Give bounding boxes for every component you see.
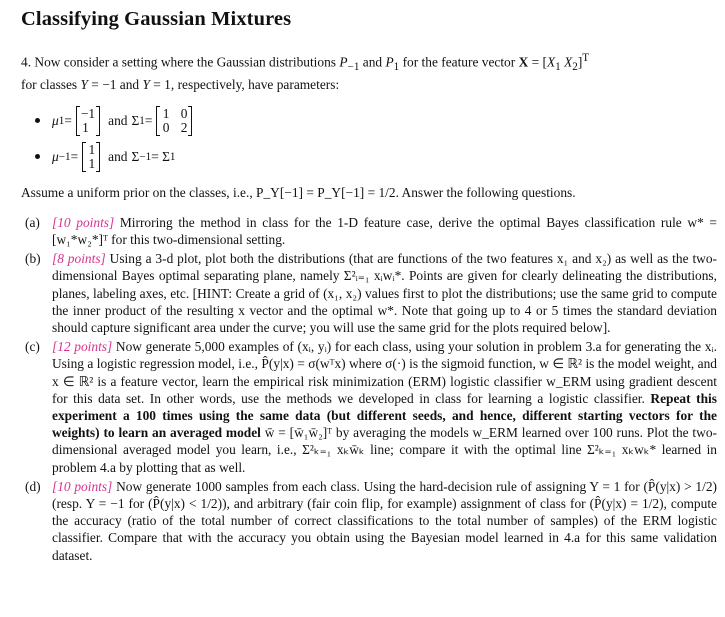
points-badge: [12 points] — [52, 339, 113, 355]
intro-text-c: for classes — [21, 77, 81, 93]
intro-eq: = [ — [528, 54, 547, 70]
bullet-icon — [35, 118, 40, 123]
sigma1-sub: 1 — [139, 114, 145, 127]
sigma1-m10: 0 — [162, 119, 170, 135]
question-text-bold: Repeat this experiment a 100 times using the same data (but different seeds, and hence, different starting vectors for the weights) to learn an averaged model — [52, 390, 717, 441]
problem-number: 4. — [21, 54, 32, 70]
param-class-pos — [35, 106, 717, 136]
mu1-eq: = — [64, 112, 72, 128]
sigma-neg-rhs-sub: 1 — [169, 150, 176, 163]
mu-neg-v1: 1 — [88, 155, 96, 171]
question-label: (b) — [25, 251, 41, 267]
sigma1-m00: 1 — [162, 105, 170, 121]
intro-eq-neg: = −1 and — [87, 77, 143, 93]
sigma-neg-label: Σ — [131, 148, 140, 164]
question-body — [52, 478, 717, 564]
sigma1-label: Σ — [131, 112, 140, 128]
p-pos: P — [385, 54, 394, 70]
transpose-T: T — [582, 52, 590, 64]
problem-intro — [21, 50, 717, 94]
mu-neg-vector — [82, 142, 100, 172]
mu-neg-label: μ — [52, 148, 59, 164]
sigma-neg-sub: −1 — [139, 150, 152, 163]
sigma1-m11: 2 — [180, 119, 188, 135]
mu-neg-eq: = — [70, 148, 79, 164]
question-text: Now generate 1000 samples from each class. Using the hard-decision rule of assigning Y = 1 for (P̂(y|x) > 1/2) (resp. Y = −1 for (P̂(y|x) < 1/2)), and arbitrary (fair coin flip, for example) assignment of class for (P̂(y|x) = 1/2), compute the accuracy (ratio of the total number of correct classifications to the total number of samples) of the ERM logistic classifier. Compare that with the accuracy you obtain using the Bayesian model learned in 4.a for this same validation dataset. — [52, 478, 717, 563]
points-badge: [10 points] — [52, 214, 115, 230]
sigma1-eq: = — [144, 112, 153, 128]
uniform-prior-statement: Assume a uniform prior on the classes, i.e., P_Y[−1] = P_Y[−1] = 1/2. Answer the following questions. — [21, 184, 576, 200]
mu1-sub: 1 — [58, 114, 65, 127]
sigma-neg-eq: = Σ — [151, 148, 170, 164]
question-text: Using a 3-d plot, plot both the distributions (that are functions of the two features x₁ and x₂) as well as the two-dimensional Bayes optimal separating plane, namely Σ²ᵢ₌₁ xᵢwᵢ*. Points are given for clearly delineating the distributions, planes, labeling axes, etc. [HINT: Create a grid of (x₁, x₂) values first to plot the distributions; use the same grid to compute the inner product of the resulting x vector and the optimal w*. Note that going up to 4 or 5 times the standard deviation should capture significant area under the curve; you will use the same grid for the plots required below]. — [52, 251, 717, 335]
question-a — [25, 214, 717, 248]
x1-sub: 1 — [555, 61, 561, 74]
question-body — [52, 214, 717, 248]
sigma1-matrix — [156, 106, 192, 136]
y2: Y — [142, 77, 150, 93]
intro-eq-pos: = 1, respectively, have parameters: — [149, 77, 340, 93]
mu1-label: μ — [52, 112, 59, 128]
mu-neg-sub: −1 — [58, 150, 71, 163]
points-badge: [8 points] — [52, 251, 106, 267]
x1: X — [546, 54, 556, 70]
x2: X — [560, 54, 573, 70]
bullet-icon — [35, 154, 40, 159]
question-body — [52, 250, 717, 336]
question-label: (c) — [25, 339, 40, 355]
and-text-2: and — [108, 148, 128, 164]
question-text: Now generate 5,000 examples of (xᵢ, yᵢ) for each class, using your solution in problem 3.a for generating the xᵢ. Using a logistic regression model, i.e., P̂(y|x) = σ(wᵀx) where σ(·) is the sigmoid function, w ∈ ℝ² is the model weight, and x ∈ ℝ² is a feature vector, learn the empirical risk minimization (ERM) logistic classifier w_ERM using gradient descent for this data set. In other words, use the methods we developed in class for learning a logistic classifier. — [52, 339, 717, 406]
question-label: (a) — [25, 214, 40, 230]
p-neg-sub: −1 — [347, 61, 360, 74]
p-neg: P — [339, 54, 348, 70]
parameter-list — [35, 106, 717, 172]
mu-neg-v0: 1 — [88, 141, 96, 157]
intro-and: and — [359, 54, 386, 70]
question-d — [25, 478, 717, 564]
question-text: Mirroring the method in class for the 1-D feature case, derive the optimal Bayes classification rule w* = [w₁*w₂*]ᵀ for this two-dimensional setting. — [52, 214, 717, 247]
x-close: ] — [577, 54, 583, 70]
mu1-vector — [76, 106, 100, 136]
and-text: and — [108, 112, 128, 128]
feature-vector-X: X — [518, 54, 529, 70]
question-c — [25, 338, 717, 476]
intro-text-b: for the feature vector — [399, 54, 519, 70]
mu1-v1: 1 — [82, 119, 89, 135]
param-class-neg — [35, 142, 717, 172]
y1: Y — [80, 77, 88, 93]
question-list — [21, 214, 717, 564]
sigma1-m01: 0 — [180, 105, 188, 121]
question-text-b: w̄ = [w̄₁w̄₂]ᵀ by averaging the models w_ERM learned over 100 runs. Plot the two-dimensional averaged model you learn, i.e., Σ²ₖ₌₁ xₖw̄ₖ line; compare it with the optimal line Σ²ₖ₌₁ xₖwₖ* learned in problem 4.a by plotting that as well. — [52, 425, 717, 475]
x2-sub: 2 — [572, 61, 578, 74]
mu1-v0: −1 — [80, 105, 96, 121]
points-badge: [10 points] — [52, 478, 113, 494]
question-body — [52, 338, 717, 476]
intro-text-a: Now consider a setting where the Gaussian distributions — [34, 54, 340, 70]
p-pos-sub: 1 — [393, 61, 400, 74]
question-b — [25, 250, 717, 336]
question-label: (d) — [25, 478, 41, 494]
page-title: Classifying Gaussian Mixtures — [21, 8, 292, 30]
